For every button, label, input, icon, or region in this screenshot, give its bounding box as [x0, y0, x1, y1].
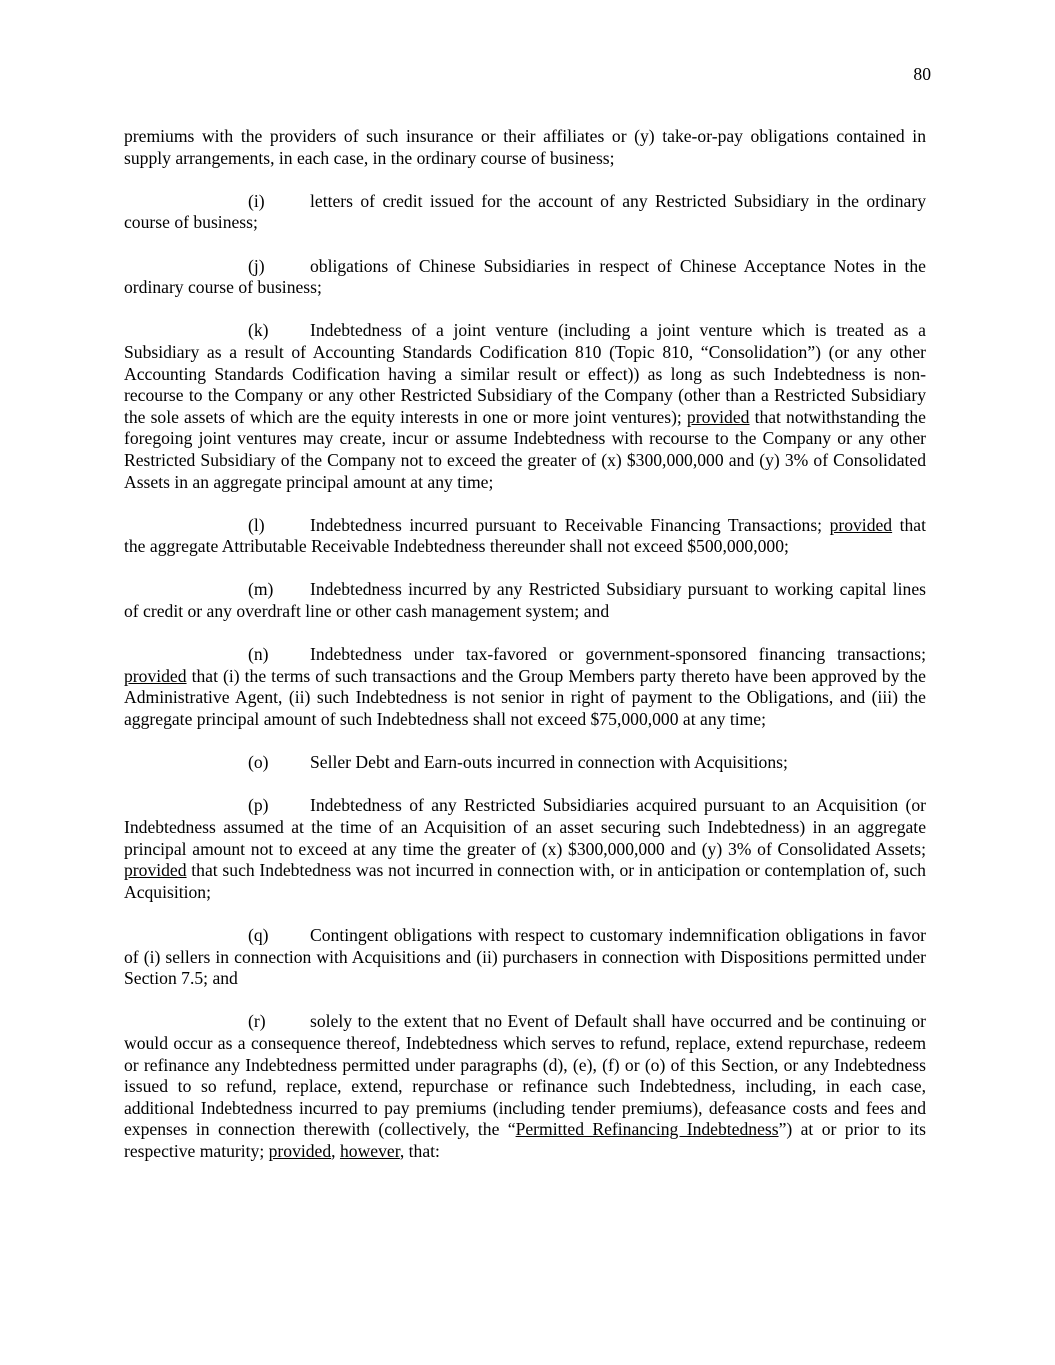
item-p [124, 795, 926, 903]
item-marker: (i) [248, 190, 265, 211]
item-text: Seller Debt and Earn-outs incurred in connection with Acquisitions; [310, 752, 788, 773]
item-r [124, 1011, 926, 1162]
item-marker: (n) [248, 644, 269, 665]
item-m [124, 579, 926, 622]
item-j [124, 256, 926, 299]
item-o [124, 752, 926, 774]
item-n [124, 644, 926, 730]
item-q [124, 925, 926, 990]
item-marker: (k) [248, 320, 269, 341]
item-text: Indebtedness of any Restricted Subsidiaries acquired pursuant to an Acquisition (or Indebtedness assumed at the time of an Acquisition of an asset securing such Indebtedness) in an aggregate principal amount not to exceed at any time the greater of (x) $300,000,000 and (y) 3% of Consolidated Assets; [124, 795, 926, 859]
item-text: obligations of Chinese Subsidiaries in respect of Chinese Acceptance Notes in the ordinary course of business; [124, 255, 926, 298]
item-marker: (j) [248, 255, 265, 276]
item-l [124, 515, 926, 558]
item-marker: (m) [248, 579, 274, 600]
defined-term: Permitted Refinancing Indebtedness [515, 1119, 779, 1140]
item-text: letters of credit issued for the account of any Restricted Subsidiary in the ordinary course of business; [124, 190, 926, 233]
item-marker: (q) [248, 924, 269, 945]
item-text: Indebtedness of a joint venture (including a joint venture which is treated as a Subsidiary as a result of Accounting Standards Codification 810 (Topic 810, “Consolidation”) (or any other Accounting Standards Codification having a similar result or effect)) as long as such Indebtedness is non-recourse to the Company or any other Restricted Subsidiary of the Company (other than a Restricted Subsidiary the sole assets of which are the equity interests in one or more joint ventures); [124, 320, 926, 427]
item-text: Indebtedness incurred by any Restricted Subsidiary pursuant to working capital lines of credit or any overdraft line or other cash management system; and [124, 579, 926, 622]
item-text: Contingent obligations with respect to customary indemnification obligations in favor of (i) sellers in connection with Acquisitions and (ii) purchasers in connection with Dispositions permitted under Section 7.5; and [124, 924, 926, 989]
item-text: Indebtedness under tax-favored or government-sponsored financing transactions; [310, 644, 926, 665]
provided-term: provided [124, 665, 187, 686]
item-text: Indebtedness incurred pursuant to Receivable Financing Transactions; [310, 514, 823, 535]
item-text: that the aggregate Attributable Receivable Indebtedness thereunder shall not exceed $500,000,000; [124, 514, 926, 557]
provided-term: provided [268, 1140, 332, 1161]
intro-paragraph: premiums with the providers of such insurance or their affiliates or (y) take-or-pay obligations contained in supply arrangements, in each case, in the ordinary course of business; [124, 126, 926, 168]
item-marker: (o) [248, 752, 269, 773]
item-text: solely to the extent that no Event of Default shall have occurred and be continuing or would occur as a consequence thereof, Indebtedness which serves to refund, replace, extend repurchase, redeem or refinance any Indebtedness permitted under paragraphs (d), (e), (f) or (o) of this Section, or any Indebtedness issued to so refund, replace, extend, repurchase or refinance such Indebtedness, including, in each case, additional Indebtedness incurred to pay premiums (including tender premiums), defeasance costs and fees and expenses in connection therewith (collectively, the “ [124, 1011, 926, 1140]
item-text: ”) at or prior to its respective maturity; [124, 1119, 926, 1161]
item-text: , that: [399, 1140, 440, 1161]
item-text: that notwithstanding the foregoing joint ventures may create, incur or assume Indebtedness with recourse to the Company or any other Restricted Subsidiary of the Company not to exceed the greater of (x) $300,000,000 and (y) 3% of Consolidated Assets in an aggregate principal amount at any time; [124, 406, 926, 492]
item-marker: (p) [248, 795, 269, 816]
provided-term: provided [686, 406, 750, 427]
page-number: 80 [913, 64, 931, 84]
provided-term: provided [124, 860, 187, 881]
provided-term: provided [829, 514, 893, 535]
item-k [124, 320, 926, 493]
document-body [124, 126, 926, 1184]
item-text: that (i) the terms of such transactions and the Group Members party thereto have been approved by the Administrative Agent, (ii) such Indebtedness is not senior in right of payment to the Obligations, and (iii) the aggregate principal amount of such Indebtedness shall not exceed $75,000,000 at any time; [124, 665, 926, 730]
however-term: however [339, 1140, 400, 1161]
comma: , [331, 1140, 336, 1161]
item-i [124, 191, 926, 234]
item-marker: (r) [248, 1011, 266, 1032]
item-text: that such Indebtedness was not incurred in connection with, or in anticipation or contemplation of, such Acquisition; [124, 860, 926, 902]
item-marker: (l) [248, 514, 265, 535]
